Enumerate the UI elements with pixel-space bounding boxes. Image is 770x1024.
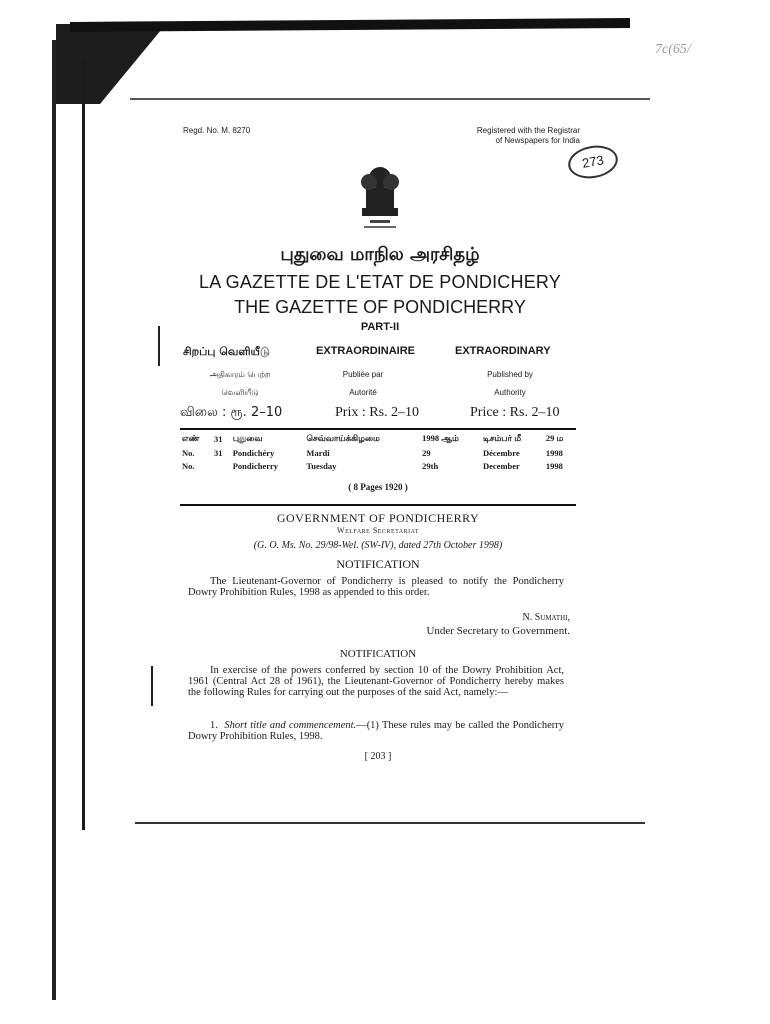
table-cell [212,459,231,472]
divider-rule [180,504,576,506]
authority-tamil [185,366,295,402]
stamp-number: 273 [566,142,621,182]
price-french: Prix : Rs. 2–10 [335,405,420,420]
clause-title: Short title and commencement. [224,720,357,731]
divider-rule [180,428,576,430]
scan-top-edge [70,18,630,32]
table-cell: 29 ம [545,433,564,443]
table-cell: Tuesday [306,460,337,471]
part-label: PART-II [360,321,400,333]
authority-english-line-2: Authority [494,388,526,397]
rule-clause [188,720,564,742]
extraordinary-tamil: சிறப்பு வெளியீடு [183,345,270,358]
table-cell: Mardi [306,447,330,458]
margin-mark [151,666,153,706]
corner-handwritten-mark: 7c(65/ [655,42,691,57]
registered-line-1: Registered with the Registrar [476,126,580,135]
table-cell: 31 [214,447,223,458]
table-cell: எண் [182,433,200,443]
extraordinary-english: EXTRAORDINARY [455,345,551,357]
title-tamil: புதுவை மாநில அரசிதழ் [280,244,480,265]
registration-number: Regd. No. M. 8270 [183,126,251,135]
clause-number: 1. [210,720,218,731]
table-cell: 29 [422,447,431,458]
registered-line-2: of Newspapers for India [495,136,580,145]
authority-french-line-2: Autorité [349,388,377,397]
title-french: LA GAZETTE DE L'ETAT DE PONDICHERY [199,272,561,292]
signatory-title: Under Secretary to Government. [426,625,570,637]
signatory-name: N. Sumathi, [522,612,570,623]
table-cell: Pondicherry [232,460,279,471]
table-cell: No. [182,447,195,458]
table-cell: 1998 ஆம் [422,433,459,443]
notification-text: In exercise of the powers conferred by section 10 of the Dowry Prohibition Act, 1961 (Central Act 28 of 1961), the Lieutenant-Governor of Pondicherry hereby makes the following Rules for carrying out the purposes of the said Act, namely:— [188,665,564,698]
registered-notice [420,126,580,146]
extraordinary-french: EXTRAORDINAIRE [316,345,416,357]
table-cell: 29th [422,460,439,471]
table-row [180,432,576,446]
scan-outer-edge [52,40,56,1000]
page-top-edge [130,98,650,100]
notification-text: The Lieutenant-Governor of Pondicherry is pleased to notify the Pondicherry Dowry Prohibition Rules, 1998 as appended to this order. [188,576,564,598]
secretariat-heading: Welfare Secretariat [337,526,419,535]
table-cell: 31 [214,434,223,444]
title-english: THE GAZETTE OF PONDICHERRY [234,297,526,317]
authority-english-line-1: Published by [487,370,533,379]
state-emblem-icon [350,162,410,234]
order-reference: (G. O. Ms. No. 29/98-Wel. (SW-IV), dated 27th October 1998) [253,540,503,551]
page-bottom-edge [135,822,645,824]
table-row [180,446,576,459]
notification-heading: NOTIFICATION [339,648,417,660]
issue-details-table [180,432,576,472]
authority-french-line-1: Publiée par [342,370,384,379]
authority-tamil-line-2: வெளியீடு [221,388,259,397]
table-cell: Décembre [483,447,520,458]
table-cell: டிசம்பர் மீ [483,433,522,443]
table-cell: புதுவை [232,433,263,443]
page-number: [ 203 ] [364,751,392,762]
scan-corner-shadow [56,24,166,104]
table-cell: 1998 [545,460,563,471]
authority-french [318,366,408,402]
table-cell: No. [182,460,195,471]
clause-text: —(1) These rules may be called the Pondicherry Dowry Prohibition Rules, 1998. [188,720,564,742]
notification-heading: NOTIFICATION [336,557,420,571]
table-cell: செவ்வாய்க்கிழமை [306,433,380,443]
pages-count: ( 8 Pages 1920 ) [348,482,408,492]
authority-tamil-line-1: அதிகாரம் பெற்ற [209,370,271,379]
table-cell: December [483,460,520,471]
government-heading: GOVERNMENT OF PONDICHERRY [276,511,480,525]
margin-mark [158,326,160,366]
page-left-edge [82,60,85,830]
authority-english [455,366,565,402]
table-cell: 1998 [545,447,563,458]
price-tamil: விலை : ரூ. 2–10 [180,405,283,420]
table-row [180,459,576,472]
price-english: Price : Rs. 2–10 [470,405,560,420]
table-cell: Pondichéry [232,447,275,458]
